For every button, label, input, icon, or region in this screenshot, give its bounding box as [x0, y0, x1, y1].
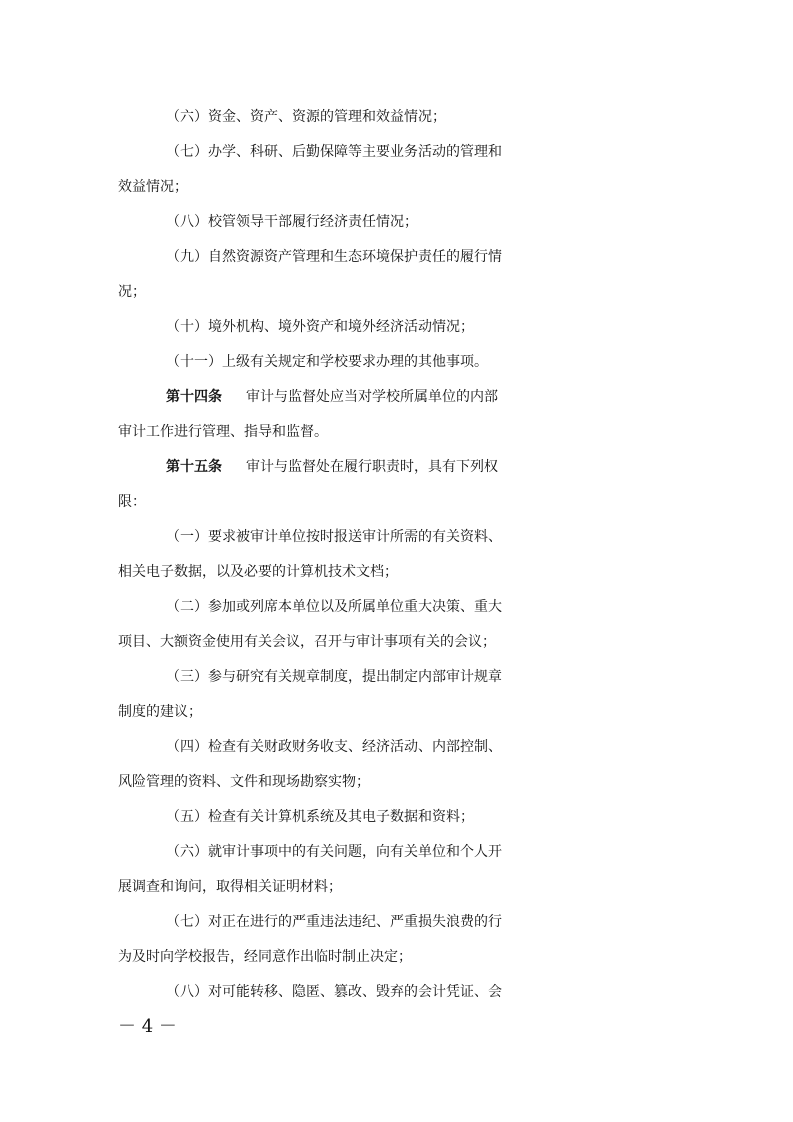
article-14-text: 审计与监督处应当对学校所属单位的内部 [246, 389, 498, 405]
clause-7-line-1: （七）办学、科研、后勤保障等主要业务活动的管理和 [166, 144, 502, 160]
page-number: － 4 － [118, 1016, 177, 1037]
article-15-line-1 [0, 450, 793, 484]
article-15-line-2: 限： [118, 494, 146, 510]
clause-8-line: （八）校管领导干部履行经济责任情况； [166, 214, 418, 230]
power-2-line-1: （二）参加或列席本单位以及所属单位重大决策、重大 [166, 599, 502, 615]
power-2-line-2: 项目、大额资金使用有关会议，召开与审计事项有关的会议； [118, 634, 496, 650]
power-5-line: （五）检查有关计算机系统及其电子数据和资料； [166, 809, 474, 825]
article-15-heading: 第十五条 [166, 459, 222, 475]
clause-10-line: （十）境外机构、境外资产和境外经济活动情况； [166, 319, 474, 335]
power-7-line-1: （七）对正在进行的严重违法违纪、严重损失浪费的行 [166, 914, 502, 930]
power-6-line-2: 展调查和询问，取得相关证明材料； [118, 879, 342, 895]
clause-9-line-2: 况； [118, 284, 146, 300]
clause-6-line: （六）资金、资产、资源的管理和效益情况； [166, 109, 446, 125]
article-14-line-1 [0, 380, 793, 414]
power-3-line-1: （三）参与研究有关规章制度，提出制定内部审计规章 [166, 669, 502, 685]
power-1-line-2: 相关电子数据，以及必要的计算机技术文档； [118, 564, 398, 580]
power-8-line-1: （八）对可能转移、隐匿、篡改、毁弃的会计凭证、会 [166, 984, 502, 1000]
power-7-line-2: 为及时向学校报告，经同意作出临时制止决定； [118, 949, 412, 965]
article-15-text: 审计与监督处在履行职责时，具有下列权 [246, 459, 498, 475]
power-3-line-2: 制度的建议； [118, 704, 202, 720]
article-14-heading: 第十四条 [166, 389, 222, 405]
clause-9-line-1: （九）自然资源资产管理和生态环境保护责任的履行情 [166, 249, 502, 265]
power-6-line-1: （六）就审计事项中的有关问题，向有关单位和个人开 [166, 844, 502, 860]
power-4-line-1: （四）检查有关财政财务收支、经济活动、内部控制、 [166, 739, 502, 755]
article-14-line-2: 审计工作进行管理、指导和监督。 [118, 424, 328, 440]
power-4-line-2: 风险管理的资料、文件和现场勘察实物； [118, 774, 370, 790]
power-1-line-1: （一）要求被审计单位按时报送审计所需的有关资料、 [166, 529, 502, 545]
clause-11-line: （十一）上级有关规定和学校要求办理的其他事项。 [166, 354, 488, 370]
clause-7-line-2: 效益情况； [118, 179, 188, 195]
